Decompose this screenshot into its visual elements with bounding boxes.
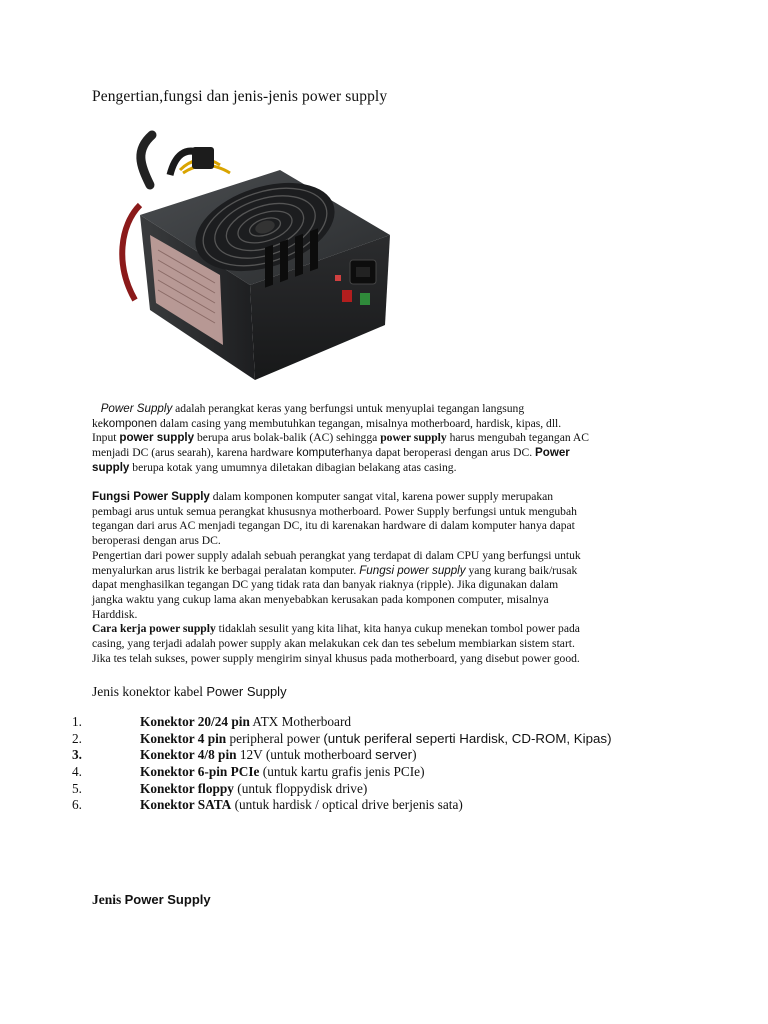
function-line-12: Jika tes telah sukses, power supply mengirim sinyal khusus pada motherboard, yang disebut power good. xyxy=(92,651,580,665)
connector-name: Konektor floppy xyxy=(140,780,234,796)
intro-line-3c: berupa arus bolak-balik (AC) sehingga xyxy=(194,431,381,445)
connector-desc-2: server xyxy=(375,747,413,763)
function-line-9: Harddisk. xyxy=(92,607,138,621)
function-line-10b: tidaklah sesulit yang kita lihat, kita hanya cukup menekan tombol power pada xyxy=(215,622,580,636)
intro-line-2a: ke xyxy=(92,416,103,430)
intro-paragraph xyxy=(92,402,692,476)
connector-desc: 12V (untuk motherboard xyxy=(236,747,376,763)
connectors-heading-a: Jenis konektor kabel xyxy=(92,684,207,699)
intro-line-4b: komputer xyxy=(296,446,345,460)
function-line-1: dalam komponen komputer sangat vital, karena power supply merupakan xyxy=(209,490,554,503)
function-line-6a: menyalurkan arus listrik ke berbagai peralatan komputer. xyxy=(92,563,360,577)
function-line-6b: Fungsi power supply xyxy=(359,563,466,577)
list-number: 6. xyxy=(72,797,82,813)
connectors-heading xyxy=(92,684,287,700)
function-line-2: pembagi arus untuk semua perangkat khususnya motherboard. Power Supply berfungsi untuk mengubah xyxy=(92,504,577,518)
connectors-heading-b: Power Supply xyxy=(206,684,287,699)
connector-desc: peripheral power xyxy=(226,730,324,746)
intro-line-2c: dalam casing yang membutuhkan tegangan, misalnya motherboard, hardisk, kipas, dll. xyxy=(157,416,562,430)
function-line-8: jangka waktu yang cukup lama akan menyebabkan kerusakan pada komponen computer, misalnya xyxy=(92,592,549,606)
intro-line-3e: harus mengubah tegangan AC xyxy=(446,431,589,445)
connector-desc-3: ) xyxy=(412,747,417,763)
intro-line-5b: berupa kotak yang umumnya diletakan dibagian belakang atas casing. xyxy=(129,460,457,474)
connector-desc: (untuk kartu grafis jenis PCIe) xyxy=(259,764,425,780)
intro-line-3b: power supply xyxy=(119,431,195,445)
page-title: Pengertian,fungsi dan jenis-jenis power supply xyxy=(92,88,388,105)
function-line-10a: Cara kerja power supply xyxy=(92,622,216,636)
list-number: 3. xyxy=(72,747,82,763)
intro-line-3a: Input xyxy=(92,431,120,445)
intro-line-4c: hanya dapat beroperasi dengan arus DC. xyxy=(344,446,535,460)
connector-name: Konektor 4 pin xyxy=(140,730,227,746)
types-heading-a: Jenis xyxy=(92,892,125,907)
function-line-11: casing, yang terjadi adalah power supply akan melakukan cek dan tes sebelum membiarkan sistem start. xyxy=(92,637,575,651)
connector-desc-2: (untuk periferal seperti Hardisk, CD-ROM, Kipas) xyxy=(323,730,612,746)
intro-line-4a: menjadi DC (arus searah), karena hardware xyxy=(92,446,297,460)
function-paragraph xyxy=(92,490,692,666)
connector-name: Konektor SATA xyxy=(140,797,232,813)
list-number: 5. xyxy=(72,780,82,796)
types-heading xyxy=(92,892,211,908)
list-number: 2. xyxy=(72,730,82,746)
function-line-6c: yang kurang baik/rusak xyxy=(465,563,578,577)
connector-desc: (untuk hardisk / optical drive berjenis sata) xyxy=(231,797,463,813)
function-line-3: tegangan dari arus AC menjadi tegangan DC, itu di karenakan hardware di dalam komputer hanya dapat xyxy=(92,519,575,533)
function-line-5: Pengertian dari power supply adalah sebuah perangkat yang terdapat di dalam CPU yang berfungsi untuk xyxy=(92,548,581,562)
intro-line-2b: komponen xyxy=(102,416,158,430)
term-power-supply: Power Supply xyxy=(100,402,173,415)
intro-line-1: adalah perangkat keras yang berfungsi untuk menyuplai tegangan langsung xyxy=(172,402,525,415)
connector-name: Konektor 20/24 pin xyxy=(140,714,250,729)
connector-name: Konektor 6-pin PCIe xyxy=(140,764,260,780)
list-number: 4. xyxy=(72,764,82,780)
intro-line-4d: Power xyxy=(535,446,570,460)
function-heading-term: Fungsi Power Supply xyxy=(92,490,210,503)
power-supply-image xyxy=(80,125,410,385)
types-heading-b: Power Supply xyxy=(124,892,211,907)
list-number: 1. xyxy=(72,714,82,729)
intro-line-5a: supply xyxy=(92,460,130,474)
intro-line-3d: power supply xyxy=(380,431,447,445)
connector-desc: (untuk floppydisk drive) xyxy=(233,780,368,796)
function-line-7: dapat menghasilkan tegangan DC yang tidak rata dan banyak riaknya (ripple). Jika digunakan dalam xyxy=(92,578,559,592)
connector-name: Konektor 4/8 pin xyxy=(140,747,237,763)
function-line-4: beroperasi dengan arus DC. xyxy=(92,534,221,548)
connector-desc: ATX Motherboard xyxy=(249,714,352,729)
